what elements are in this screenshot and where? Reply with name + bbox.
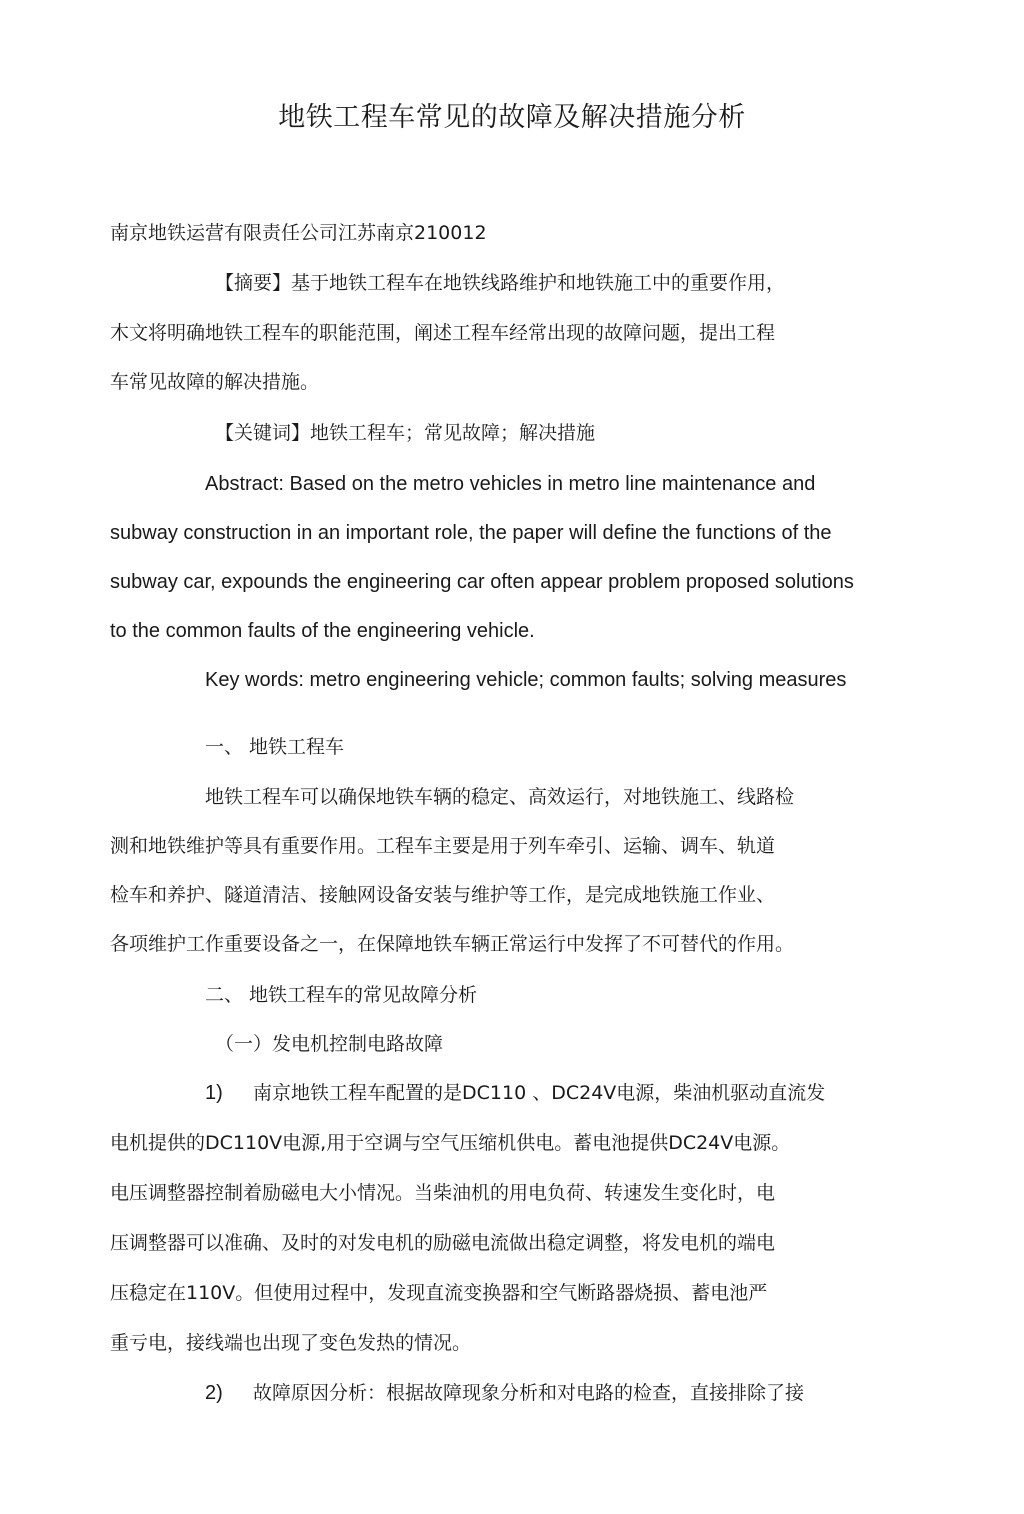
item-1-first-line	[205, 1078, 825, 1108]
section-1-heading: 一、 地铁工程车	[205, 736, 345, 758]
section-1-paragraph-line-3: 检车和养护、隧道清洁、接触网设备安装与维护等工作，是完成地铁施工作业、	[110, 884, 776, 906]
section-1-paragraph-line-2: 测和地铁维护等具有重要作用。工程车主要是用于列车牵引、运输、调车、轨道	[110, 835, 776, 857]
section-2-subheading: （一）发电机控制电路故障	[215, 1033, 444, 1055]
document-title: 地铁工程车常见的故障及解决措施分析	[278, 102, 746, 133]
item-2-number: 2)	[205, 1382, 223, 1404]
abstract-en-line-2: subway construction in an important role, the paper will define the functions of the	[110, 522, 832, 544]
abstract-en-line-1: Abstract: Based on the metro vehicles in metro line maintenance and	[205, 473, 816, 495]
item-2-first-line	[205, 1378, 804, 1408]
item-1-line-1: 南京地铁工程车配置的是DC110 、DC24V电源，柴油机驱动直流发	[253, 1082, 826, 1104]
keywords-cn: 【关键词】地铁工程车；常见故障；解决措施	[215, 422, 596, 444]
abstract-en-line-4: to the common faults of the engineering vehicle.	[110, 620, 535, 642]
abstract-cn-line-1: 【摘要】基于地铁工程车在地铁线路维护和地铁施工中的重要作用，	[215, 272, 786, 294]
item-2-line-1: 故障原因分析：根据故障现象分析和对电路的检查，直接排除了接	[253, 1382, 805, 1404]
item-1-line-2: 电机提供的DC110V电源,用于空调与空气压缩机供电。蓄电池提供DC24V电源。	[110, 1132, 791, 1154]
section-1-paragraph-line-4: 各项维护工作重要设备之一，在保障地铁车辆正常运行中发挥了不可替代的作用。	[110, 933, 795, 955]
section-2-heading: 二、 地铁工程车的常见故障分析	[205, 984, 478, 1006]
abstract-cn-line-2: 木文将明确地铁工程车的职能范围，阐述工程车经常出现的故障问题，提出工程	[110, 322, 776, 344]
item-1-line-4: 压调整器可以准确、及时的对发电机的励磁电流做出稳定调整，将发电机的端电	[110, 1232, 776, 1254]
item-1-line-6: 重亏电，接线端也出现了变色发热的情况。	[110, 1332, 472, 1354]
abstract-en-line-3: subway car, expounds the engineering car often appear problem proposed solutions	[110, 571, 854, 593]
author-affiliation: 南京地铁运营有限责任公司江苏南京210012	[110, 222, 487, 244]
abstract-cn-line-3: 车常见故障的解决措施。	[110, 371, 320, 393]
item-1-line-5: 压稳定在110V。但使用过程中，发现直流变换器和空气断路器烧损、蓄电池严	[110, 1282, 768, 1304]
item-1-line-3: 电压调整器控制着励磁电大小情况。当柴油机的用电负荷、转速发生变化时，电	[110, 1182, 776, 1204]
section-1-paragraph-line-1: 地铁工程车可以确保地铁车辆的稳定、高效运行，对地铁施工、线路检	[205, 786, 795, 808]
item-1-number: 1)	[205, 1082, 223, 1104]
keywords-en: Key words: metro engineering vehicle; common faults; solving measures	[205, 669, 847, 691]
